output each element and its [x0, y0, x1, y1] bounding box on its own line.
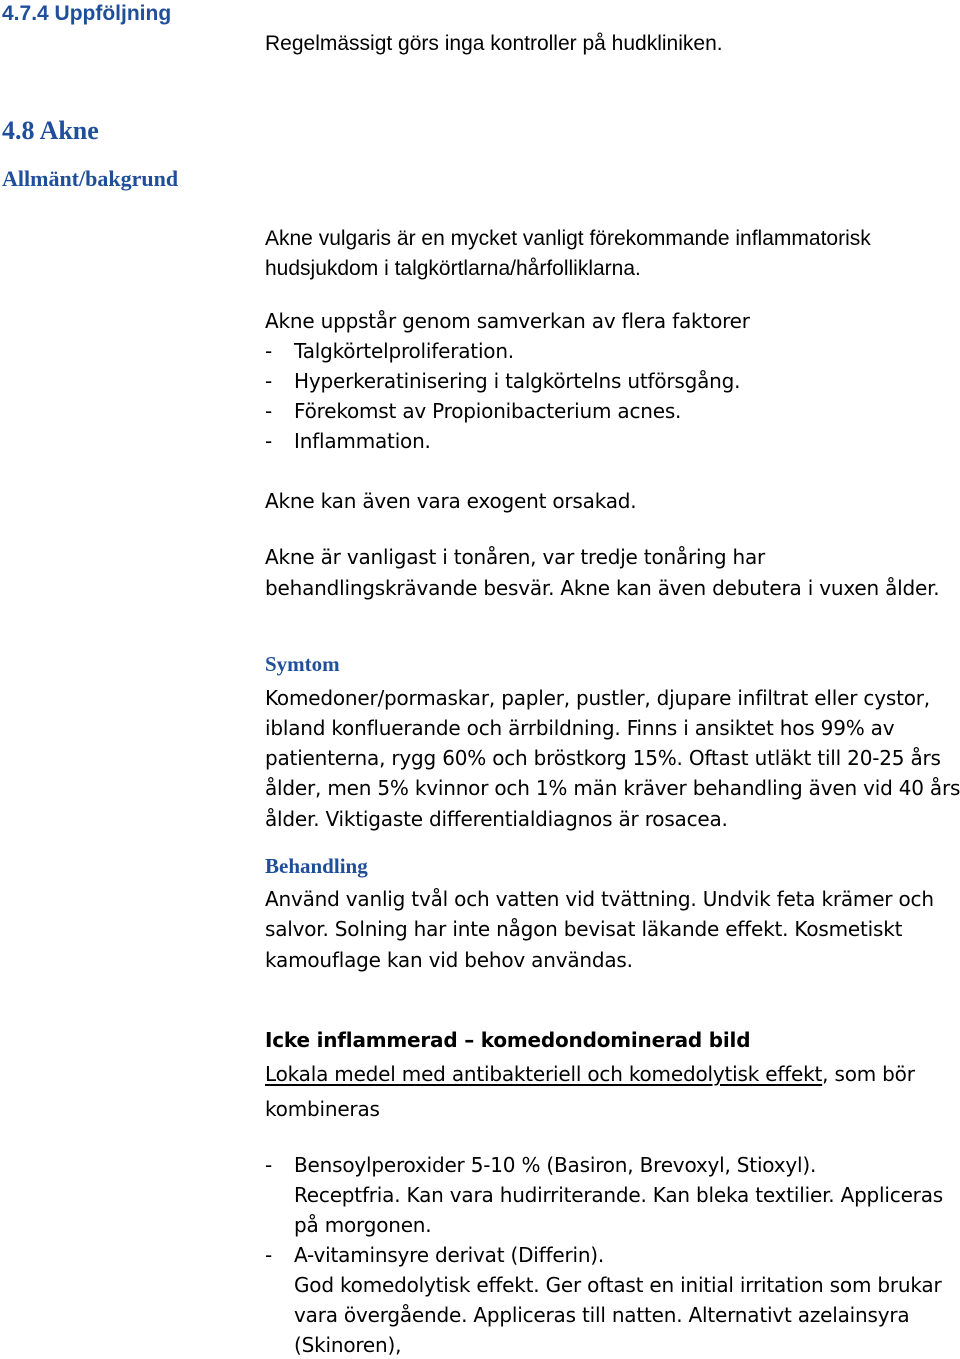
list-dash: - [265, 369, 273, 393]
section-heading-followup: 4.7.4 Uppföljning [2, 2, 172, 25]
followup-text: Regelmässigt görs inga kontroller på hudkliniken. [265, 32, 723, 55]
symptoms-heading: Symtom [265, 652, 340, 676]
drug-brand: (Differin). [504, 1243, 605, 1267]
factor-text: Hyperkeratinisering i talgkörtelns utförsgång. [294, 369, 741, 393]
list-item [265, 371, 272, 391]
factor-text: Förekomst av Propionibacterium acnes. [294, 399, 682, 423]
teen-line-2: behandlingskrävande besvär. Akne kan även debutera i vuxen ålder. [265, 576, 940, 600]
list-dash: - [265, 339, 273, 363]
local-agents-line-2: kombineras [265, 1097, 380, 1121]
symptoms-line: patienterna, rygg 60% och bröstkorg 15%. Oftast utläkt till 20-25 års [265, 746, 941, 770]
list-item [265, 341, 272, 361]
factor-text: Talgkörtelproliferation. [294, 339, 514, 363]
drug-line: på morgonen. [294, 1213, 432, 1237]
drug-line: (Skinoren), [294, 1333, 402, 1357]
intro-line-1: Akne vulgaris är en mycket vanligt förekommande inflammatorisk [265, 227, 871, 250]
drug-line: vara övergående. Appliceras till natten. Alternativt azelainsyra [294, 1303, 910, 1327]
teen-line-1: Akne är vanligast i tonåren, var tredje tonåring har [265, 545, 766, 569]
drug-line [294, 1245, 604, 1265]
treatment-heading: Behandling [265, 854, 368, 878]
symptoms-line: ålder, men 5% kvinnor och 1% män kräver behandling även vid 40 års [265, 776, 960, 800]
local-agents-line [265, 1064, 915, 1084]
symptoms-line: ålder. Viktigaste differentialdiagnos är rosacea. [265, 807, 728, 831]
exogenous-text: Akne kan även vara exogent orsakad. [265, 489, 637, 513]
treatment-line: Använd vanlig tvål och vatten vid tvättning. Undvik feta krämer och [265, 887, 934, 911]
section-heading-akne: 4.8 Akne [2, 116, 99, 145]
list-item [265, 401, 272, 421]
noninflamed-heading: Icke inflammerad – komedondominerad bild [265, 1028, 751, 1052]
local-agents-underlined: Lokala medel med antibakteriell och komedolytisk effekt [265, 1062, 823, 1086]
factors-lead: Akne uppstår genom samverkan av flera faktorer [265, 309, 750, 333]
list-dash: - [265, 399, 273, 423]
local-agents-rest: , som bör [822, 1062, 915, 1086]
list-dash: - [265, 1243, 273, 1267]
drug-line: Bensoylperoxider 5-10 % (Basiron, Brevoxyl, Stioxyl). [294, 1153, 817, 1177]
treatment-line: salvor. Solning har inte någon bevisat läkande effekt. Kosmetiskt [265, 917, 903, 941]
symptoms-line: ibland konfluerande och ärrbildning. Finns i ansiktet hos 99% av [265, 716, 895, 740]
drug-name: A-vitaminsyre derivat [294, 1243, 505, 1267]
list-dash: - [265, 1153, 273, 1177]
drug-line: God komedolytisk effekt. Ger oftast en initial irritation som brukar [294, 1273, 942, 1297]
list-dash: - [265, 429, 273, 453]
list-item [265, 431, 272, 451]
symptoms-line: Komedoner/pormaskar, papler, pustler, djupare infiltrat eller cystor, [265, 686, 930, 710]
drug-line: Receptfria. Kan vara hudirriterande. Kan bleka textilier. Appliceras [294, 1183, 943, 1207]
treatment-line: kamouflage kan vid behov användas. [265, 948, 633, 972]
intro-line-2: hudsjukdom i talgkörtlarna/hårfolliklarna. [265, 257, 641, 280]
factor-text: Inflammation. [294, 429, 431, 453]
subheading-background: Allmänt/bakgrund [2, 166, 179, 191]
